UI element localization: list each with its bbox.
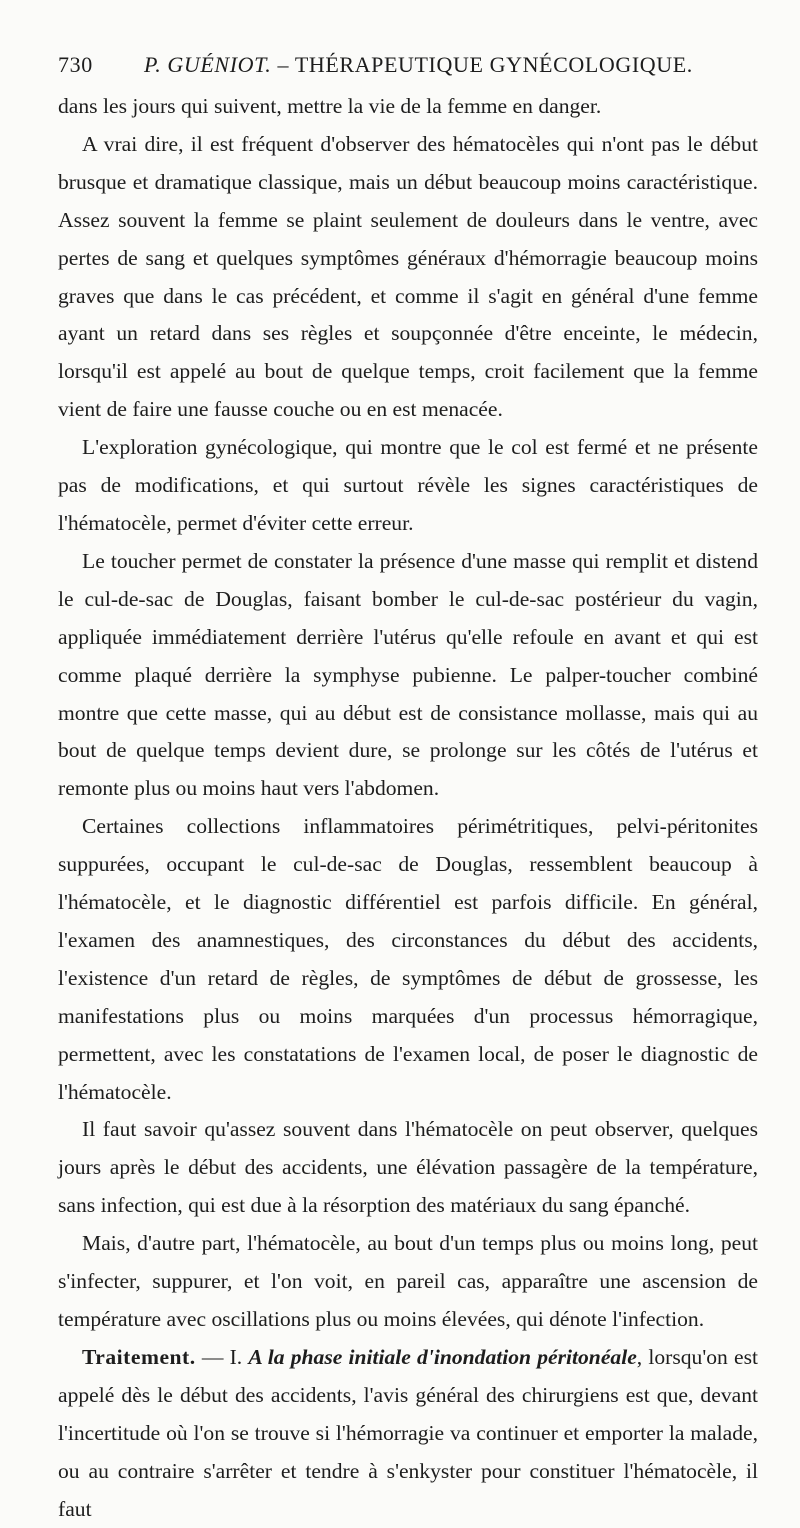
body-text xyxy=(58,88,758,1528)
treatment-dash: — I. xyxy=(195,1344,249,1369)
paragraph: Mais, d'autre part, l'hématocèle, au bout d'un temps plus ou moins long, peut s'infecter, suppurer, et l'on voit, en pareil cas, apparaître une ascension de température avec oscillations plus ou moins élevées, qui dénote l'infection. xyxy=(58,1231,758,1331)
header-title: THÉRAPEUTIQUE GYNÉCOLOGIQUE. xyxy=(294,52,693,77)
header-author: P. GUÉNIOT. xyxy=(144,52,272,77)
header-title-line xyxy=(144,50,693,80)
treatment-text: , lorsqu'on est appelé dès le début des accidents, l'avis général des chirurgiens est que, devant l'incertitude où l'on se trouve si l'hémorragie va continuer et emporter la malade, ou au contraire s'arrêter et tendre à s'enkyster pour constituer l'hématocèle, il faut xyxy=(58,1344,759,1521)
treatment-label: Traitement. xyxy=(82,1344,196,1369)
treatment-paragraph xyxy=(58,1339,758,1528)
paragraph: dans les jours qui suivent, mettre la vie de la femme en danger. xyxy=(58,94,602,118)
paragraph: Il faut savoir qu'assez souvent dans l'hématocèle on peut observer, quelques jours après le début des accidents, une élévation passagère de la température, sans infection, qui est due à la résorption des matériaux du sang épanché. xyxy=(58,1117,758,1218)
paragraph: Le toucher permet de constater la présence d'une masse qui remplit et distend le cul-de-sac de Douglas, faisant bomber le cul-de-sac postérieur du vagin, appliquée immédiatement derrière l'utérus qu'elle refoule en avant et qui est comme plaqué derrière la symphyse pubienne. Le palper-toucher combiné montre que cette masse, qui au début est de consistance mollasse, mais qui au bout de quelque temps devient dure, se prolonge sur les côtés de l'utérus et remonte plus ou moins haut vers l'abdomen. xyxy=(58,548,758,801)
paragraph: Certaines collections inflammatoires périmétritiques, pelvi-péritonites suppurées, occupant le cul-de-sac de Douglas, ressemblent beaucoup à l'hématocèle, et le diagnostic différentiel est parfois difficile. En général, l'examen des anamnestiques, des circonstances du début des accidents, l'existence d'un retard de règles, de symptômes de début de grossesse, les manifestations plus ou moins marquées d'un processus hémorragique, permettent, avec les constatations de l'examen local, de poser le diagnostic de l'hématocèle. xyxy=(58,814,758,1104)
header-separator: – xyxy=(271,52,295,77)
paragraph: A vrai dire, il est fréquent d'observer des hématocèles qui n'ont pas le début brusque et dramatique classique, mais un début beaucoup moins caractéristique. Assez souvent la femme se plaint seulement de douleurs dans le ventre, avec pertes de sang et quelques symptômes généraux d'hémorragie beaucoup moins graves que dans le cas précédent, et comme il s'agit en général d'une femme ayant un retard dans ses règles et soupçonnée d'être enceinte, le médecin, lorsqu'il est appelé au bout de quelque temps, croit facilement que la femme vient de faire une fausse couche ou en est menacée. xyxy=(58,131,758,422)
page-number: 730 xyxy=(58,52,93,77)
treatment-phase: A la phase initiale d'inondation péritonéale xyxy=(248,1344,637,1369)
paragraph: L'exploration gynécologique, qui montre que le col est fermé et ne présente pas de modifications, et qui surtout révèle les signes caractéristiques de l'hématocèle, permet d'éviter cette erreur. xyxy=(58,435,758,535)
running-header xyxy=(58,50,758,80)
